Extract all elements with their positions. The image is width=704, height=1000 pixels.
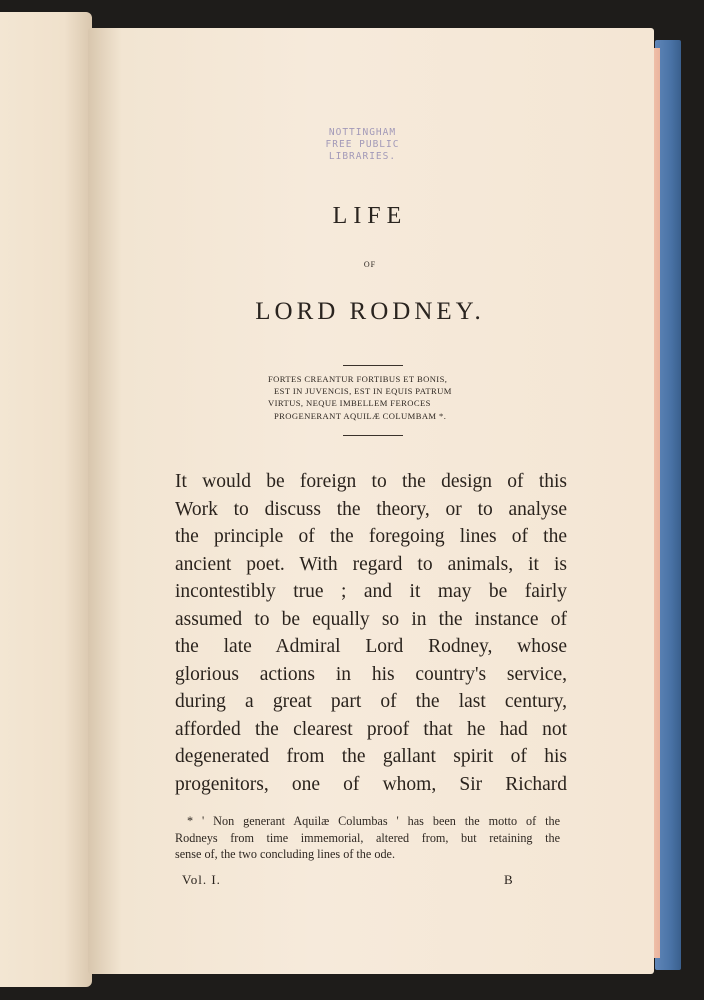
epigraph [268, 373, 518, 422]
body-line: progenitors, one of whom, Sir Richard [175, 773, 567, 795]
volume-marker: Vol. I. [182, 872, 221, 887]
epigraph-line: FORTES CREANTUR FORTIBUS ET BONIS, [268, 374, 448, 384]
library-stamp [300, 127, 425, 163]
page-title: LIFE [332, 203, 408, 229]
epigraph-line: PROGENERANT AQUILÆ COLUMBAM *. [274, 410, 447, 421]
body-line: afforded the clearest proof that he had not [175, 718, 567, 740]
stamp-line: FREE PUBLIC [325, 139, 400, 150]
footnote [175, 813, 560, 863]
body-line: the late Admiral Lord Rodney, whose [175, 636, 567, 657]
footnote-line: sense of, the two concluding lines of the ode. [175, 847, 395, 861]
stamp-line: NOTTINGHAM [328, 127, 397, 138]
epigraph-line: VIRTUS, NEQUE IMBELLEM FEROCES [268, 398, 431, 409]
stamp-line: LIBRARIES. [328, 151, 397, 162]
footnote-line: Rodneys from time immemorial, altered from, but retaining the [175, 830, 560, 845]
body-line: It would be foreign to the design of this [175, 471, 567, 492]
body-line: degenerated from the gallant spirit of his [175, 746, 567, 767]
body-line: the principle of the foregoing lines of the [175, 526, 567, 547]
body-line: ancient poet. With regard to animals, it is [175, 553, 567, 575]
body-line: Work to discuss the theory, or to analyse [175, 498, 567, 520]
body-line: incontestibly true ; and it may be fairly [175, 581, 567, 602]
body-text [175, 468, 567, 798]
footnote-line: * ' Non generant Aquilæ Columbas ' has been the motto of the [187, 814, 560, 828]
body-line: during a great part of the last century, [175, 691, 567, 712]
page-subtitle: LORD RODNEY. [255, 298, 485, 325]
body-line: assumed to be equally so in the instance of [175, 608, 567, 630]
facing-page [0, 12, 92, 987]
body-line: glorious actions in his country's service, [175, 663, 567, 685]
divider-rule [343, 435, 403, 436]
epigraph-line: EST IN JUVENCIS, EST IN EQUIS PATRUM [274, 386, 452, 397]
signature-mark: B [504, 872, 513, 887]
title-connector: OF [363, 260, 377, 269]
divider-rule [343, 365, 403, 366]
